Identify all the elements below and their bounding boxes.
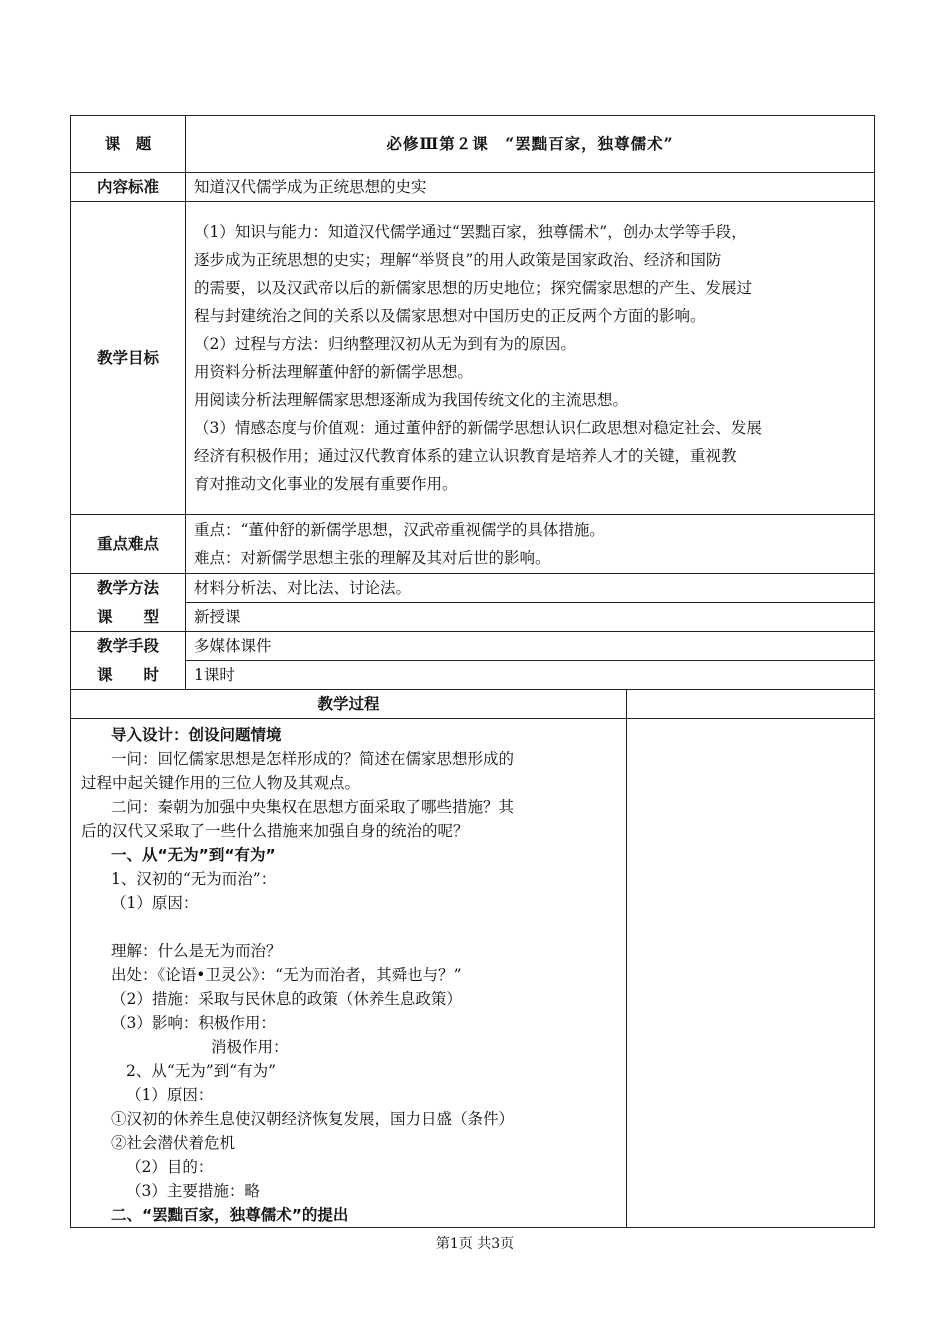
content-standard-label: 内容标准 <box>71 173 186 202</box>
teaching-goals-row <box>71 202 875 515</box>
teaching-goals-text <box>186 202 875 515</box>
hours-label: 课 时 <box>71 661 186 690</box>
lesson-title: 必修Ⅲ第２课 “罢黜百家，独尊儒术” <box>186 116 875 173</box>
intro-heading: 导入设计：创设问题情境 <box>111 726 282 744</box>
question-two-cont: 后的汉代又采取了一些什么措施来加强自身的统治的呢？ <box>81 822 469 840</box>
main-measure-line: （3）主要措施：略 <box>126 1182 260 1200</box>
effect-line: （3）影响：积极作用： <box>111 1014 276 1032</box>
section-one-heading: 一、从“无为”到“有为” <box>111 846 276 864</box>
goal-line: （1）知识与能力：知道汉代儒学通过“罢黜百家，独尊儒术”，创办太学等手段， <box>194 223 747 241</box>
process-side-notes <box>627 719 875 1228</box>
reason-one: ①汉初的休养生息使汉朝经济恢复发展，国力日盛（条件） <box>111 1110 515 1128</box>
focus-text: 重点：“董仲舒的新儒学思想，汉武帝重视儒学的具体措施。 <box>194 521 605 539</box>
question-one-cont: 过程中起关键作用的三位人物及其观点。 <box>81 774 361 792</box>
process-header-row <box>71 690 875 719</box>
reason-two: ②社会潜伏着危机 <box>111 1134 236 1152</box>
process-side-header <box>627 690 875 719</box>
lesson-type-value: 新授课 <box>186 603 875 632</box>
content-standard-text: 知道汉代儒学成为正统思想的史实 <box>186 173 875 202</box>
process-header: 教学过程 <box>71 690 627 719</box>
goal-line: 经济有积极作用；通过汉代教育体系的建立认识教育是培养人才的关键，重视教 <box>194 447 737 465</box>
difficulty-text: 难点：对新儒学思想主张的理解及其对后世的影响。 <box>194 549 551 567</box>
question-one: 一问：回忆儒家思想是怎样形成的？简述在儒家思想形成的 <box>111 750 515 768</box>
goal-line: （2）过程与方法：归纳整理汉初从无为到有为的原因。 <box>194 335 576 353</box>
goal-line: （3）情感态度与价值观：通过董仲舒的新儒学思想认识仁政思想对稳定社会、发展 <box>194 419 762 437</box>
question-two: 二问：秦朝为加强中央集权在思想方面采取了哪些措施？其 <box>111 798 515 816</box>
understand-line: 理解：什么是无为而治？ <box>111 942 282 960</box>
subsection-one-reason: （1）原因： <box>111 894 199 912</box>
page-footer: 第1页 共3页 <box>435 1236 515 1252</box>
subject-label: 课 题 <box>71 116 186 173</box>
title-row <box>71 116 875 173</box>
method-value: 材料分析法、对比法、讨论法。 <box>186 574 875 603</box>
content-standard-row <box>71 173 875 202</box>
teaching-goals-label: 教学目标 <box>71 202 186 515</box>
key-points-text <box>186 515 875 574</box>
goal-line: 程与封建统治之间的关系以及儒家思想对中国历史的正反两个方面的影响。 <box>194 307 706 325</box>
means-label: 教学手段 <box>71 632 186 661</box>
lesson-plan-table <box>70 115 875 1228</box>
hours-value: 1课时 <box>186 661 875 690</box>
source-line: 出处：《论语•卫灵公》：“无为而治者，其舜也与？” <box>111 966 462 984</box>
lesson-type-row <box>71 603 875 632</box>
hours-row <box>71 661 875 690</box>
effect-negative-line: 消极作用： <box>211 1038 289 1056</box>
method-row <box>71 574 875 603</box>
subsection-two: 2、从“无为”到“有为” <box>126 1062 277 1080</box>
process-body-row <box>71 719 875 1228</box>
goal-line: 逐步成为正统思想的史实；理解“举贤良”的用人政策是国家政治、经济和国防 <box>194 251 722 269</box>
method-label: 教学方法 <box>71 574 186 603</box>
subsection-two-reason: （1）原因： <box>126 1086 214 1104</box>
goal-line: 的需要，以及汉武帝以后的新儒家思想的历史地位；探究儒家思想的产生、发展过 <box>194 279 753 297</box>
purpose-line: （2）目的： <box>126 1158 214 1176</box>
section-two-heading: 二、“罢黜百家，独尊儒术”的提出 <box>111 1206 349 1224</box>
means-value: 多媒体课件 <box>186 632 875 661</box>
means-row <box>71 632 875 661</box>
goal-line: 用阅读分析法理解儒家思想逐渐成为我国传统文化的主流思想。 <box>194 391 629 409</box>
subsection-one: 1、汉初的“无为而治”： <box>111 870 277 888</box>
blank-line <box>81 915 616 939</box>
measure-line: （2）措施：采取与民休息的政策（休养生息政策） <box>111 990 462 1008</box>
key-points-row <box>71 515 875 574</box>
process-body <box>71 719 627 1228</box>
lesson-type-label: 课 型 <box>71 603 186 632</box>
goal-line: 用资料分析法理解董仲舒的新儒学思想。 <box>194 363 474 381</box>
key-points-label: 重点难点 <box>71 515 186 574</box>
goal-line: 育对推动文化事业的发展有重要作用。 <box>194 475 458 493</box>
